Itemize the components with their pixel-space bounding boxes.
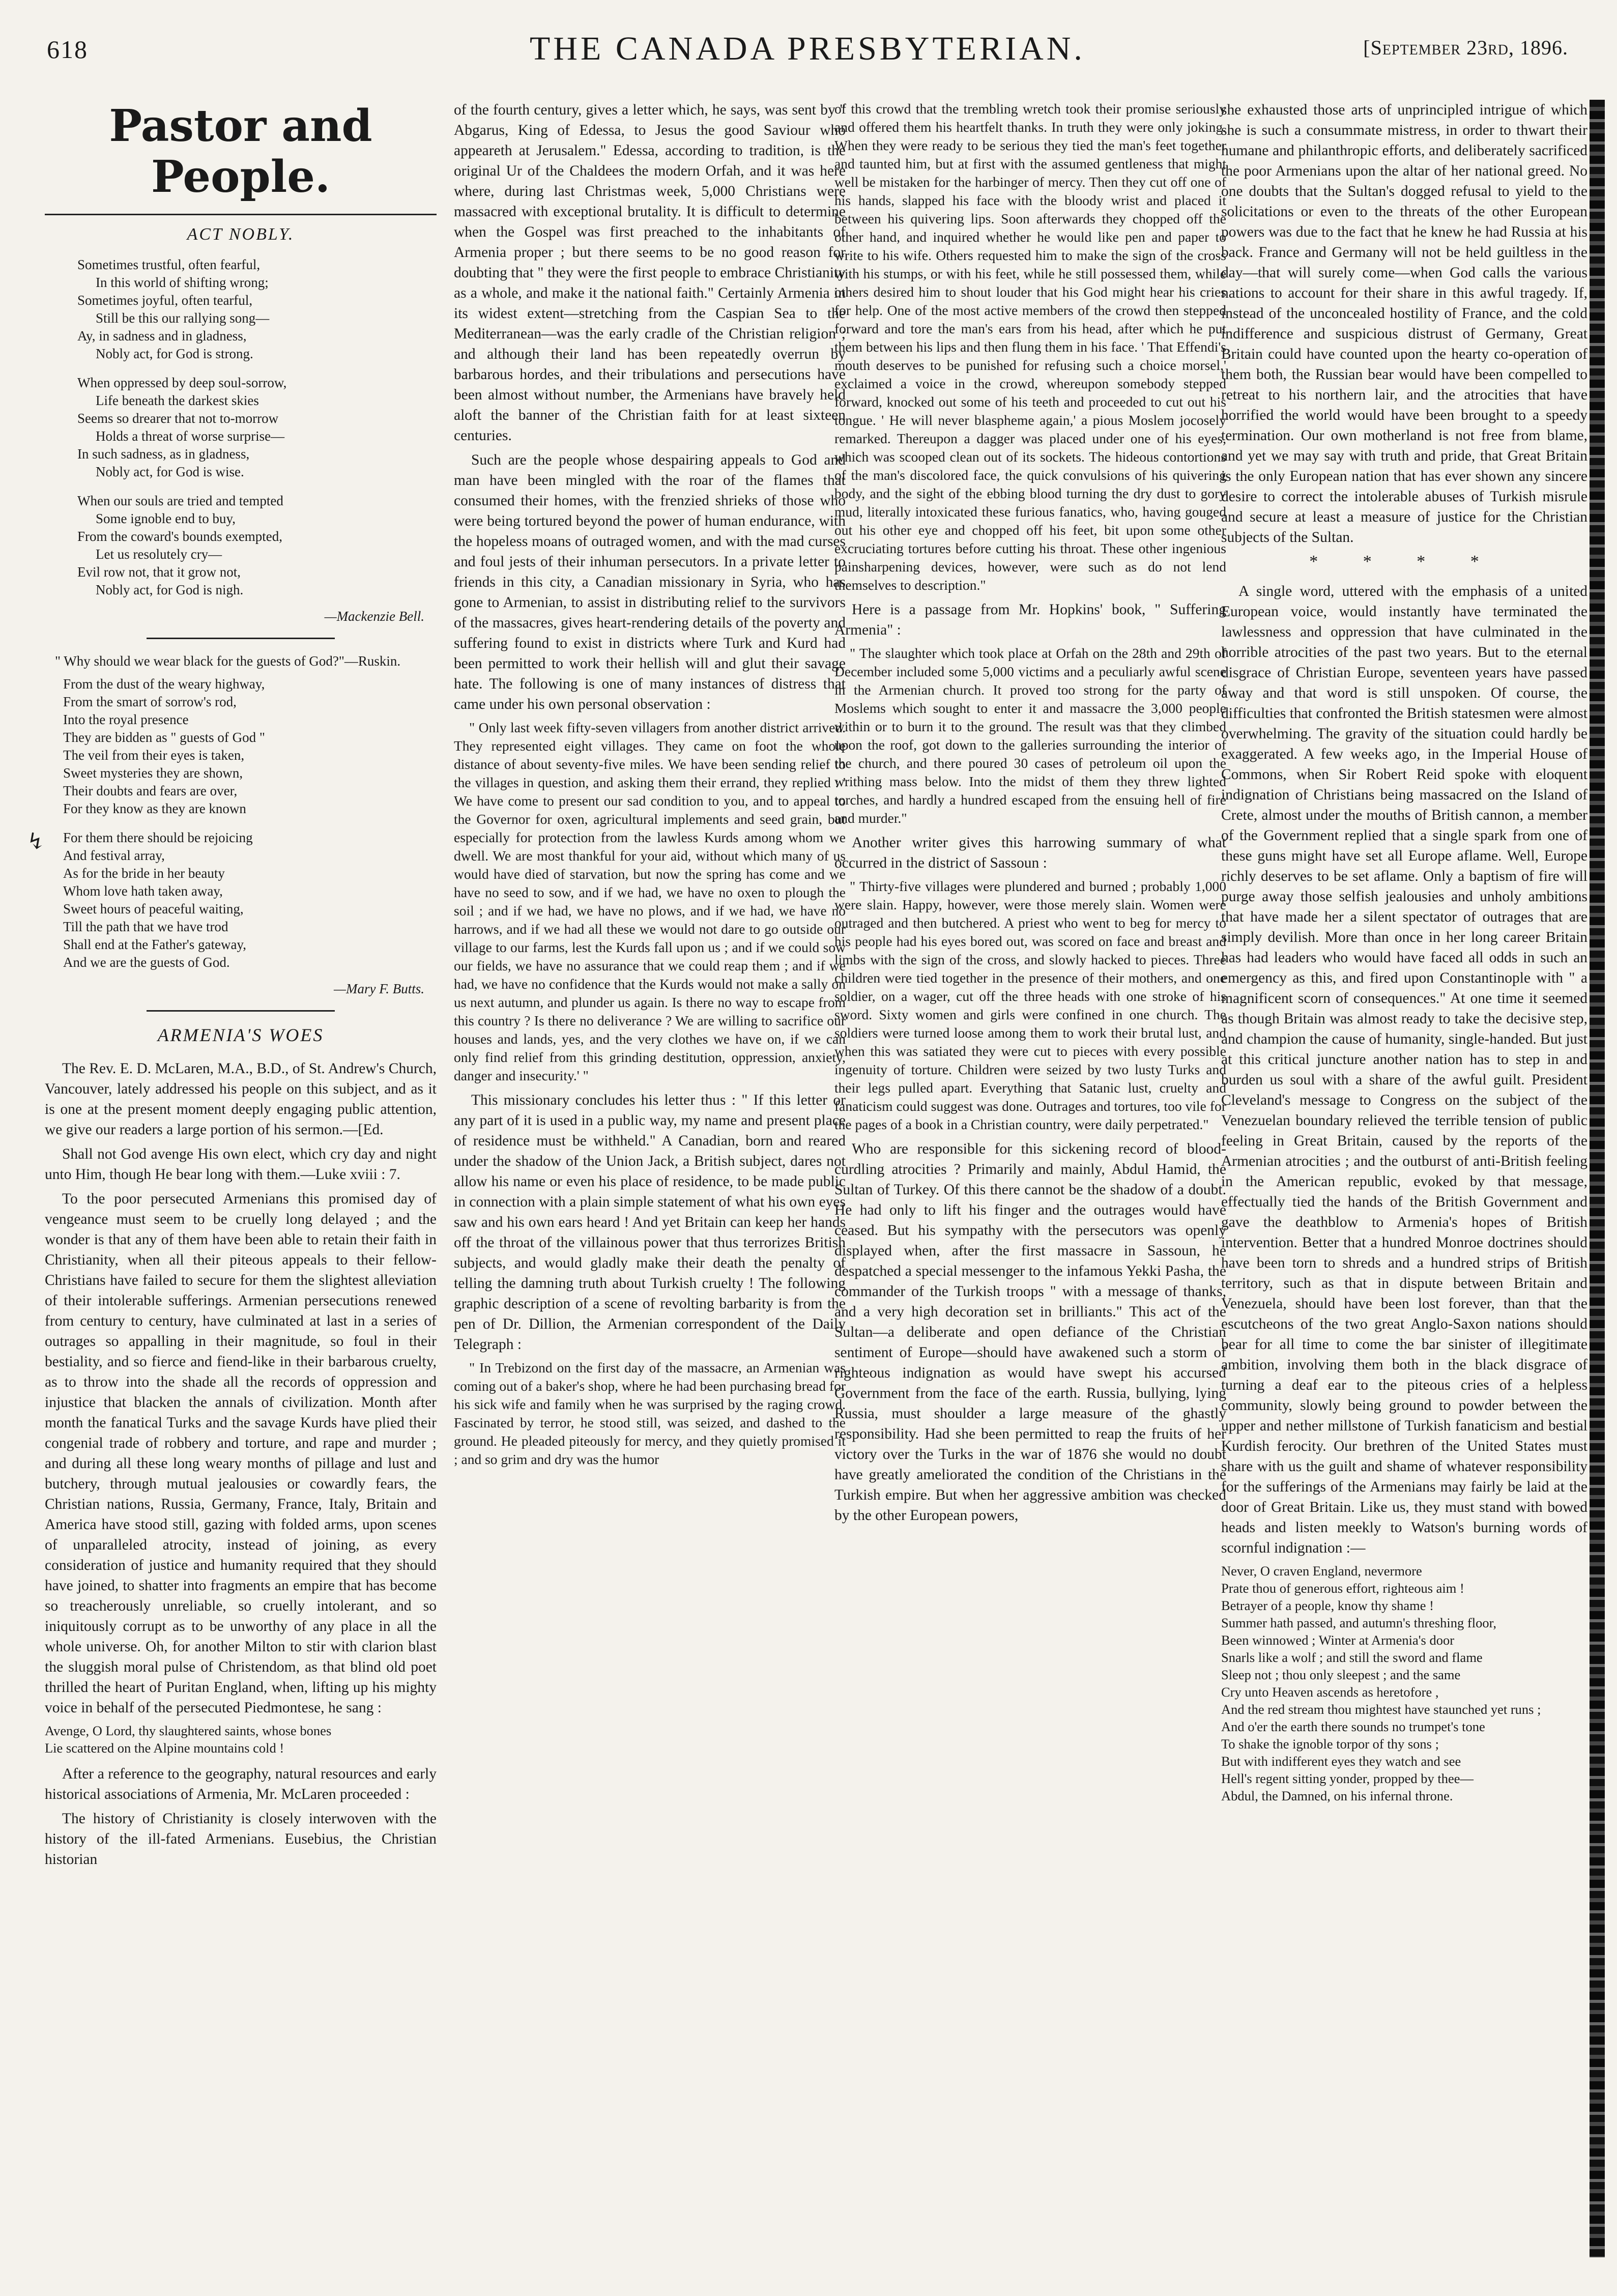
poem-line: For them there should be rejoicing (63, 830, 253, 845)
page-number: 618 (47, 35, 88, 64)
poem-line: Summer hath passed, and autumn's threshing floor, (1221, 1615, 1496, 1630)
scan-edge-binding (1590, 100, 1605, 2257)
poem-line: Sweet hours of peaceful waiting, (63, 901, 244, 916)
poem-stanza (77, 256, 437, 363)
article-paragraph: The history of Christianity is closely interwoven with the history of the ill-fated Armenians. Eusebius, the Christian historian (45, 1811, 437, 1868)
poem-line: Prate thou of generous effort, righteous aim ! (1221, 1581, 1464, 1596)
poem-line: Nobly act, for God is strong. (96, 346, 253, 361)
poem-line: And o'er the earth there sounds no trumpet's tone (1221, 1719, 1485, 1734)
article-paragraph: Here is a passage from Mr. Hopkins' book, " Suffering Armenia" : (834, 601, 1226, 638)
article-paragraph: Such are the people whose despairing appeals to God and man have been mingled with the roar of the flames that consumed their homes, with the frenzied shrieks of those who were being tortured beyond the power of human endurance, with the hopeless moans of outraged women, and with the mad curses and foul jests of their inhuman persecutors. In a private letter to friends in this city, a Canadian missionary in Syria, who has gone to Armenian, to assist in distributing relief to the survivors of the massacres, gives heart-rendering details of the poverty and suffering found to exist in districts where Turk and Kurd had been permitted to work their hellish will and glut their savage hate. The following is one of many instances of distress that came under his own personal observation : (454, 452, 846, 712)
article-paragraph: After a reference to the geography, natural resources and early historical associations of Armenia, Mr. McLaren proceeded : (45, 1766, 437, 1802)
poem-line: Whom love hath taken away, (63, 883, 223, 899)
newspaper-title: THE CANADA PRESBYTERIAN. (530, 30, 1085, 67)
section-title: Pastor and People. (109, 100, 372, 203)
poem-stanza (77, 492, 437, 599)
poem-line: Snarls like a wolf ; and still the sword and flame (1221, 1650, 1483, 1665)
poem-stanza (77, 374, 437, 481)
poem-line: Abdul, the Damned, on his infernal throne. (1221, 1788, 1453, 1803)
poem-line: Seems so drearer that not to-morrow (77, 411, 279, 426)
article-paragraph: of the fourth century, gives a letter which, he says, was sent by " Abgarus, King of Edessa, to Jesus the good Saviour who appeareth at Jerusalem." Edessa, according to tradition, is the original Ur of the Chaldees the modern Orfah, and it was here where, during last Christmas week, 5,000 Christians were massacred with exceptional brutality. It is difficult to determine when the Gospel was first preached to the inhabitants of Armenia proper ; but there seems to be no good reason for doubting that " they were the first people to embrace Christianity as a whole, and make it the national faith." Certainly Armenia in its widest extent—stretching from the Caspian Sea to the Mediterranean—was the early cradle of the Christian religion ; and although their land has been repeatedly overrun by barbarous hordes, and their tribulations and persecutions have been almost without number, the Armenians have bravely held aloft the banner of the Christian faith for at least sixteen centuries. (454, 102, 846, 444)
poem-line: Sleep not ; thou only sleepest ; and the same (1221, 1667, 1461, 1682)
poem-line: And festival array, (63, 848, 165, 863)
article-paragraph: The Rev. E. D. McLaren, M.A., B.D., of St. Andrew's Church, Vancouver, lately addressed his people on this subject, and as it is one at the present moment deeply engaging public attention, we give our readers a large portion of his sermon.—[Ed. (45, 1060, 437, 1138)
poem-line: As for the bride in her beauty (63, 866, 225, 881)
poem-line: Evil row not, that it grow not, (77, 564, 241, 580)
poem-line: Nobly act, for God is nigh. (96, 582, 244, 597)
block-quote: " Only last week fifty-seven villagers from another district arrived. They represented eight villages. They came on foot the whole distance of about seventy-five miles. We have been sending relief to the villages in question, and asking them their errand, they replied : ' We have come to present our sad condition to you, and to appeal to the Governor for oxen, agricultural implements and seed grain, but especially for protection from the lawless Kurds among whom we dwell. We are most thankful for your aid, without which many of us would have died of starvation, but now the spring has come and we have no seed to sow, and if we had, we have no oxen to plough the soil ; and if we had, we have no plows, and if we had, we have no harrows, and if we had all these we would not dare to go outside our village to our farms, lest the Kurds fall upon us ; and if we could sow our fields, we have no assurance that we could reap them ; and if we had, we have no confidence that the Kurds would not make a sally on us next autumn, and plunder us again. Is there no way to escape from this country ? Is there no deliverance ? We are willing to sacrifice our houses and lands, yes, and the very clothes we have on, if we can only find relief from this grinding destitution, oppression, anxiety, danger and insecurity.' " (454, 720, 846, 1083)
poem-line: Ay, in sadness and in gladness, (77, 328, 247, 343)
divider (45, 214, 437, 215)
poem-line: Betrayer of a people, know thy shame ! (1221, 1598, 1434, 1613)
poem-line: Been winnowed ; Winter at Armenia's door (1221, 1632, 1455, 1648)
poem-line: For they know as they are known (63, 801, 246, 816)
poem-line: Let us resolutely cry— (96, 547, 222, 562)
issue-date: [September 23rd, 1896. (1363, 36, 1568, 59)
poem-line: The veil from their eyes is taken, (63, 748, 245, 763)
poem-stanza (63, 829, 437, 971)
poem-line: Some ignoble end to buy, (96, 511, 236, 526)
poem-line: Into the royal presence (63, 712, 189, 727)
poem-line: To shake the ignoble torpor of thy sons ; (1221, 1736, 1439, 1752)
column-1 (45, 100, 437, 1874)
poem-author: —Mary F. Butts. (333, 981, 424, 996)
poem-line: Life beneath the darkest skies (96, 393, 259, 408)
sonnet (1221, 1562, 1587, 1804)
poem-line: In such sadness, as in gladness, (77, 446, 250, 462)
poem-line: Still be this our rallying song— (96, 310, 270, 326)
poem-line: Lie scattered on the Alpine mountains cold ! (45, 1740, 284, 1756)
article-paragraph: A single word, uttered with the emphasis of a united European voice, would instantly have terminated the lawlessness and oppression that have culminated in the horrible atrocities of the past two years. But to the eternal disgrace of Christian Europe, seventeen years have passed away and that word is still unspoken. Of course, the difficulties that confronted the British statesmen were almost overwhelming. The gravity of the situation could hardly be exaggerated. A few weeks ago, in the Imperial House of Commons, when Sir Robert Reid spoke with eloquent indignation of Christians being massacred on the Island of Crete, almost under the mouths of British cannon, a member of the Government replied that a single spark from one of these guns might have set all Europe aflame. Well, Europe richly deserves to be set aflame. Only a baptism of fire will purge away those selfish jealousies and unholy ambitions that have made her a silent spectator of outrages that are simply devilish. More than once in her long career Britain has had leaders who would have faced all odds in such an emergency as this, and fired upon Constantinople with " a magnificent scorn of consequences." At one time it seemed as though Britain was almost ready to take the decisive step, and champion the cause of humanity, single-handed. But just at this critical juncture another nation has to step in and burden us soul with a share of the awful guilt. President Cleveland's message to Congress on the subject of the Venezuelan boundary relieved the terrible tension of public feeling in Great Britain, caused by the reports of the Armenian atrocities ; and the outburst of anti-British feeling in the American republic, evoked by that message, effectually tied the hands of the British Government and gave the deathblow to Armenia's hopes of British intervention. Better that a hundred Monroe doctrines should have been torn to shreds and a hundred strips of British territory, such as that in dispute between Britain and Venezuela, should have been lost forever, than that the escutcheons of the two great Anglo-Saxon nations should bear for all time to come the bar sinister of illegitimate ambition, involving them both in the black disgrace of turning a deaf ear to the piteous cries of a helpless community, slowly being ground to powder between the upper and nether millstone of Turkish fanaticism and bestial Kurdish ferocity. Our brethren of the United States must share with us the guilt and shame of whatever responsibility for the sufferings of the Armenians may fairly be laid at the door of Great Britain. Like us, they must stand with bowed heads and listen meekly to Watson's burning words of scornful indignation :— (1221, 583, 1587, 1556)
block-quote: " The slaughter which took place at Orfah on the 28th and 29th of December included some 5,000 victims and a peculiarly awful scene in the Armenian church. It proved too strong for the party of Moslems which sought to enter it and massacre the 3,000 people within or to burn it to the ground. The result was that they climbed upon the roof, got down to the galleries surrounding the interior of the church, and there poured 30 cases of petroleum oil upon the writhing mass below. Into the midst of them they threw lighted torches, and hardly a hundred escaped from the ensuing hell of fire and murder." (834, 645, 1226, 826)
poem-line: And the red stream thou mightest have staunched yet runs ; (1221, 1702, 1541, 1717)
poem-line: Shall end at the Father's gateway, (63, 937, 247, 952)
poem-line: But with indifferent eyes they watch and see (1221, 1754, 1461, 1769)
article-paragraph: Shall not God avenge His own elect, which cry day and night unto Him, though He bear long with them.—Luke xviii : 7. (45, 1146, 437, 1183)
verse-quote (45, 1722, 437, 1757)
poem-line: And we are the guests of God. (63, 955, 230, 970)
poem-line: Sometimes joyful, often tearful, (77, 293, 253, 308)
block-quote: " Thirty-five villages were plundered and burned ; probably 1,000 were slain. Happy, however, were those merely slain. Women were outraged and then butchered. A priest who went to beg for mercy to his people had his eyes bored out, was scored on face and breast and limbs with the sign of the cross, and slowly hacked to pieces. Three children were tied together in the presence of their mothers, and one soldier, on a wager, cut off the three heads with one stroke of his sword. Sixty women and girls were confined in one church. The soldiers were turned loose among them to work their brutal lust, and when this was satiated they were cut to pieces with every possible ingenuity of torture. Children were seized by two lusty Turks and their legs pulled apart. Everything that Satanic lust, cruelty and fanaticism could suggest was done. Outrages and tortures, too vile for the pages of a book in a Christian country, were daily perpetrated." (834, 878, 1226, 1132)
poem-line: Hell's regent sitting yonder, propped by thee— (1221, 1771, 1474, 1786)
column-3 (834, 100, 1226, 1530)
poem-line: From the coward's bounds exempted, (77, 529, 283, 544)
poem-line: Their doubts and fears are over, (63, 783, 238, 798)
poem-line: Holds a threat of worse surprise— (96, 428, 285, 444)
poem-line: From the smart of sorrow's rod, (63, 694, 237, 709)
poem-line: Sweet mysteries they are shown, (63, 765, 243, 781)
section-separator: * * * * (1309, 552, 1499, 571)
poem-line: From the dust of the weary highway, (63, 676, 265, 692)
poem-title: ACT NOBLY. (187, 225, 295, 244)
poem-line: Cry unto Heaven ascends as heretofore , (1221, 1684, 1439, 1700)
article-paragraph: Who are responsible for this sickening record of blood-curdling atrocities ? Primarily and mainly, Abdul Hamid, the Sultan of Turkey. Of this there cannot be the shadow of a doubt. He had only to lift his finger and the outrages would have ceased. But his sympathy with the persecutors was openly displayed when, after the first massacre in Sassoun, he despatched a special messenger to the infamous Yekki Pasha, the commander of the Turkish troops " with a message of thanks, and a very high decoration set in brilliants." This act of the Sultan—a deliberate and open defiance of the Christian sentiment of Europe—should have awakened such a storm of righteous indignation as would have swept his accursed Government from the face of the earth. Russia, bullying, lying Russia, must shoulder a large measure of the ghastly responsibility. Had she been permitted to reap the fruits of her victory over the Turks in the war of 1876 she would no doubt have greatly ameliorated the condition of the Christians in the Turkish empire. But when her aggressive ambition was checked by the other European powers, (834, 1141, 1226, 1524)
block-quote: " In Trebizond on the first day of the massacre, an Armenian was coming out of a baker's shop, where he had been purchasing bread for his sick wife and family when he was surprised by the raging crowd. Fascinated by terror, he stood still, was seized, and dashed to the ground. He pleaded piteously for mercy, and they quietly promised it ; and so grim and dry was the humor (454, 1360, 846, 1467)
poem-line: They are bidden as " guests of God " (63, 730, 265, 745)
poem-stanza (63, 675, 437, 818)
article-paragraph: This missionary concludes his letter thus : " If this letter or any part of it is used in a public way, my name and present place of residence must be withheld." A Canadian, born and reared under the shadow of the Union Jack, a British subject, dares not allow his name or even his place of residence, to be made public in connection with a plain simple statement of what his own eyes saw and his own ears heard ! And yet Britain can keep her hands off the throat of the villainous power that thus terrorizes British subjects, and would gladly make their death the penalty of telling the damning truth about Turkish cruelty ! The following graphic description of a scene of revolting barbarity is from the pen of Dr. Dillion, the Armenian correspondent of the Daily Telegraph : (454, 1092, 846, 1353)
divider (147, 638, 335, 639)
article-paragraph: Another writer gives this harrowing summary of what occurred in the district of Sassoun : (834, 835, 1226, 871)
poem-line: When our souls are tried and tempted (77, 493, 283, 508)
poem-epigraph: " Why should we wear black for the guests of God?"—Ruskin. (55, 653, 401, 669)
poem-author: —Mackenzie Bell. (324, 609, 424, 624)
poem-line: Sometimes trustful, often fearful, (77, 257, 261, 272)
page-header (47, 30, 1568, 85)
poem-line: In this world of shifting wrong; (96, 275, 269, 290)
article-paragraph: To the poor persecuted Armenians this promised day of vengeance must seem to be cruelly long delayed ; and the wonder is that any of them have been able to retain their faith in Christianity, when all their piteous appeals to their fellow-Christians have failed to secure for them the slightest alleviation of their intolerable sufferings. Armenian persecutions renewed from century to century, have culminated at last in a series of outrages so appalling in their magnitude, so foul in their bestiality, and so fierce and fiend-like in their barbarous cruelty, as to throw into the shade all the records of oppression and injustice that blacken the annals of civilization. Month after month the fanatical Turks and the savage Kurds have plied their congenial trade of robbery and torture, and rape and murder ; and during all these long weary months of pillage and lust and butchery, through mutual jealousies or cowardly fears, the Christian nations, Russia, Germany, France, Italy, Britain and America have stood still, gazing with folded arms, upon scenes of unparalleled atrocity, instead of joining, as every consideration of justice and humanity required that they should have joined, to shatter into fragments an empire that has become so treacherously unreliable, so cruelly intolerant, and so iniquitously corrupt as to be unworthy of any place in all the whole universe. Oh, for another Milton to stir with clarion blast the sluggish moral pulse of Christendom, as that blind old poet thrilled the heart of Puritan England, when, lifting up his mighty voice in behalf of the persecuted Piedmontese, he sang : (45, 1191, 437, 1716)
column-2 (454, 100, 846, 1474)
divider (147, 1010, 335, 1012)
block-quote: of this crowd that the trembling wretch took their promise seriously and offered them his heartfelt thanks. In truth they were only joking. When they were ready to be serious they tied the man's feet together and taunted him, but at first with the assumed gentleness that might well be mistaken for the harbinger of mercy. Then they cut off one of his hands, slapped his face with the bloody wrist and placed it between his quivering lips. Soon afterwards they chopped off the other hand, and inquired whether he would like pen and paper to write to his wife. Others requested him to make the sign of the cross with his stumps, or with his feet, while he still possessed them, while others desired him to shout louder that his God might hear his cries for help. One of the most active members of the crowd then stepped forward and tore the man's ears from his head, after which he put them between his lips and then flung them in his face. ' That Effendi's mouth deserves to be punished for refusing such a choice morsel,' exclaimed a voice in the crowd, whereupon somebody stepped forward, knocked out some of his teeth and proceeded to cut out his tongue. ' He will never blaspheme again,' a pious Moslem jocosely remarked. Thereupon a dagger was placed under one of his eyes, which was scooped clean out of its sockets. The hideous contortions of the man's discolored face, the quick convulsions of his quivering body, and the sight of the ebbing blood turning the dry dust to gory mud, literally intoxicated these furious fanatics, who, having gouged out his other eye and chopped off his feet, bit upon some other excruciating tortures before cutting his throat. These other ingenious painsharpening devices, however, were such as do not lend themselves to description." (834, 101, 1226, 593)
poem-line: Till the path that we have trod (63, 919, 228, 934)
article-title: ARMENIA'S WOES (157, 1025, 324, 1045)
poem-line: Nobly act, for God is wise. (96, 464, 244, 479)
margin-mark-icon: ↯ (26, 829, 45, 854)
article-paragraph: she exhausted those arts of unprincipled intrigue of which she is such a consummate mistress, in order to thwart their humane and philanthropic efforts, and deliberately sacrificed the poor Armenians upon the altar of her national greed. No one doubts that the Sultan's dogged refusal to yield to the solicitations or even to the threats of the other European powers was due to the fact that he knew he had Russia at his back. France and Germany will not be held guiltless in the day—that will surely come—when God calls the various nations to account for their share in this awful tragedy. If, instead of the unconcealed hostility of France, and the cold indifference and suspicious distrust of Germany, Great Britain could have counted upon the hearty co-operation of them both, the Russian bear would have been compelled to retreat to his northern lair, and the atrocities that have horrified the world would have been brought to a speedy termination. Our own motherland is not free from blame, and yet we may say with truth and pride, that Great Britain is the only European nation that has ever shown any sincere desire to correct the intolerable abuses of Turkish misrule and secure at least a measure of justice for the Christian subjects of the Sultan. (1221, 102, 1587, 546)
poem-line: Never, O craven England, nevermore (1221, 1563, 1422, 1578)
poem-line: When oppressed by deep soul-sorrow, (77, 375, 287, 390)
poem-line: Avenge, O Lord, thy slaughtered saints, whose bones (45, 1723, 332, 1738)
column-4 (1221, 100, 1587, 1804)
